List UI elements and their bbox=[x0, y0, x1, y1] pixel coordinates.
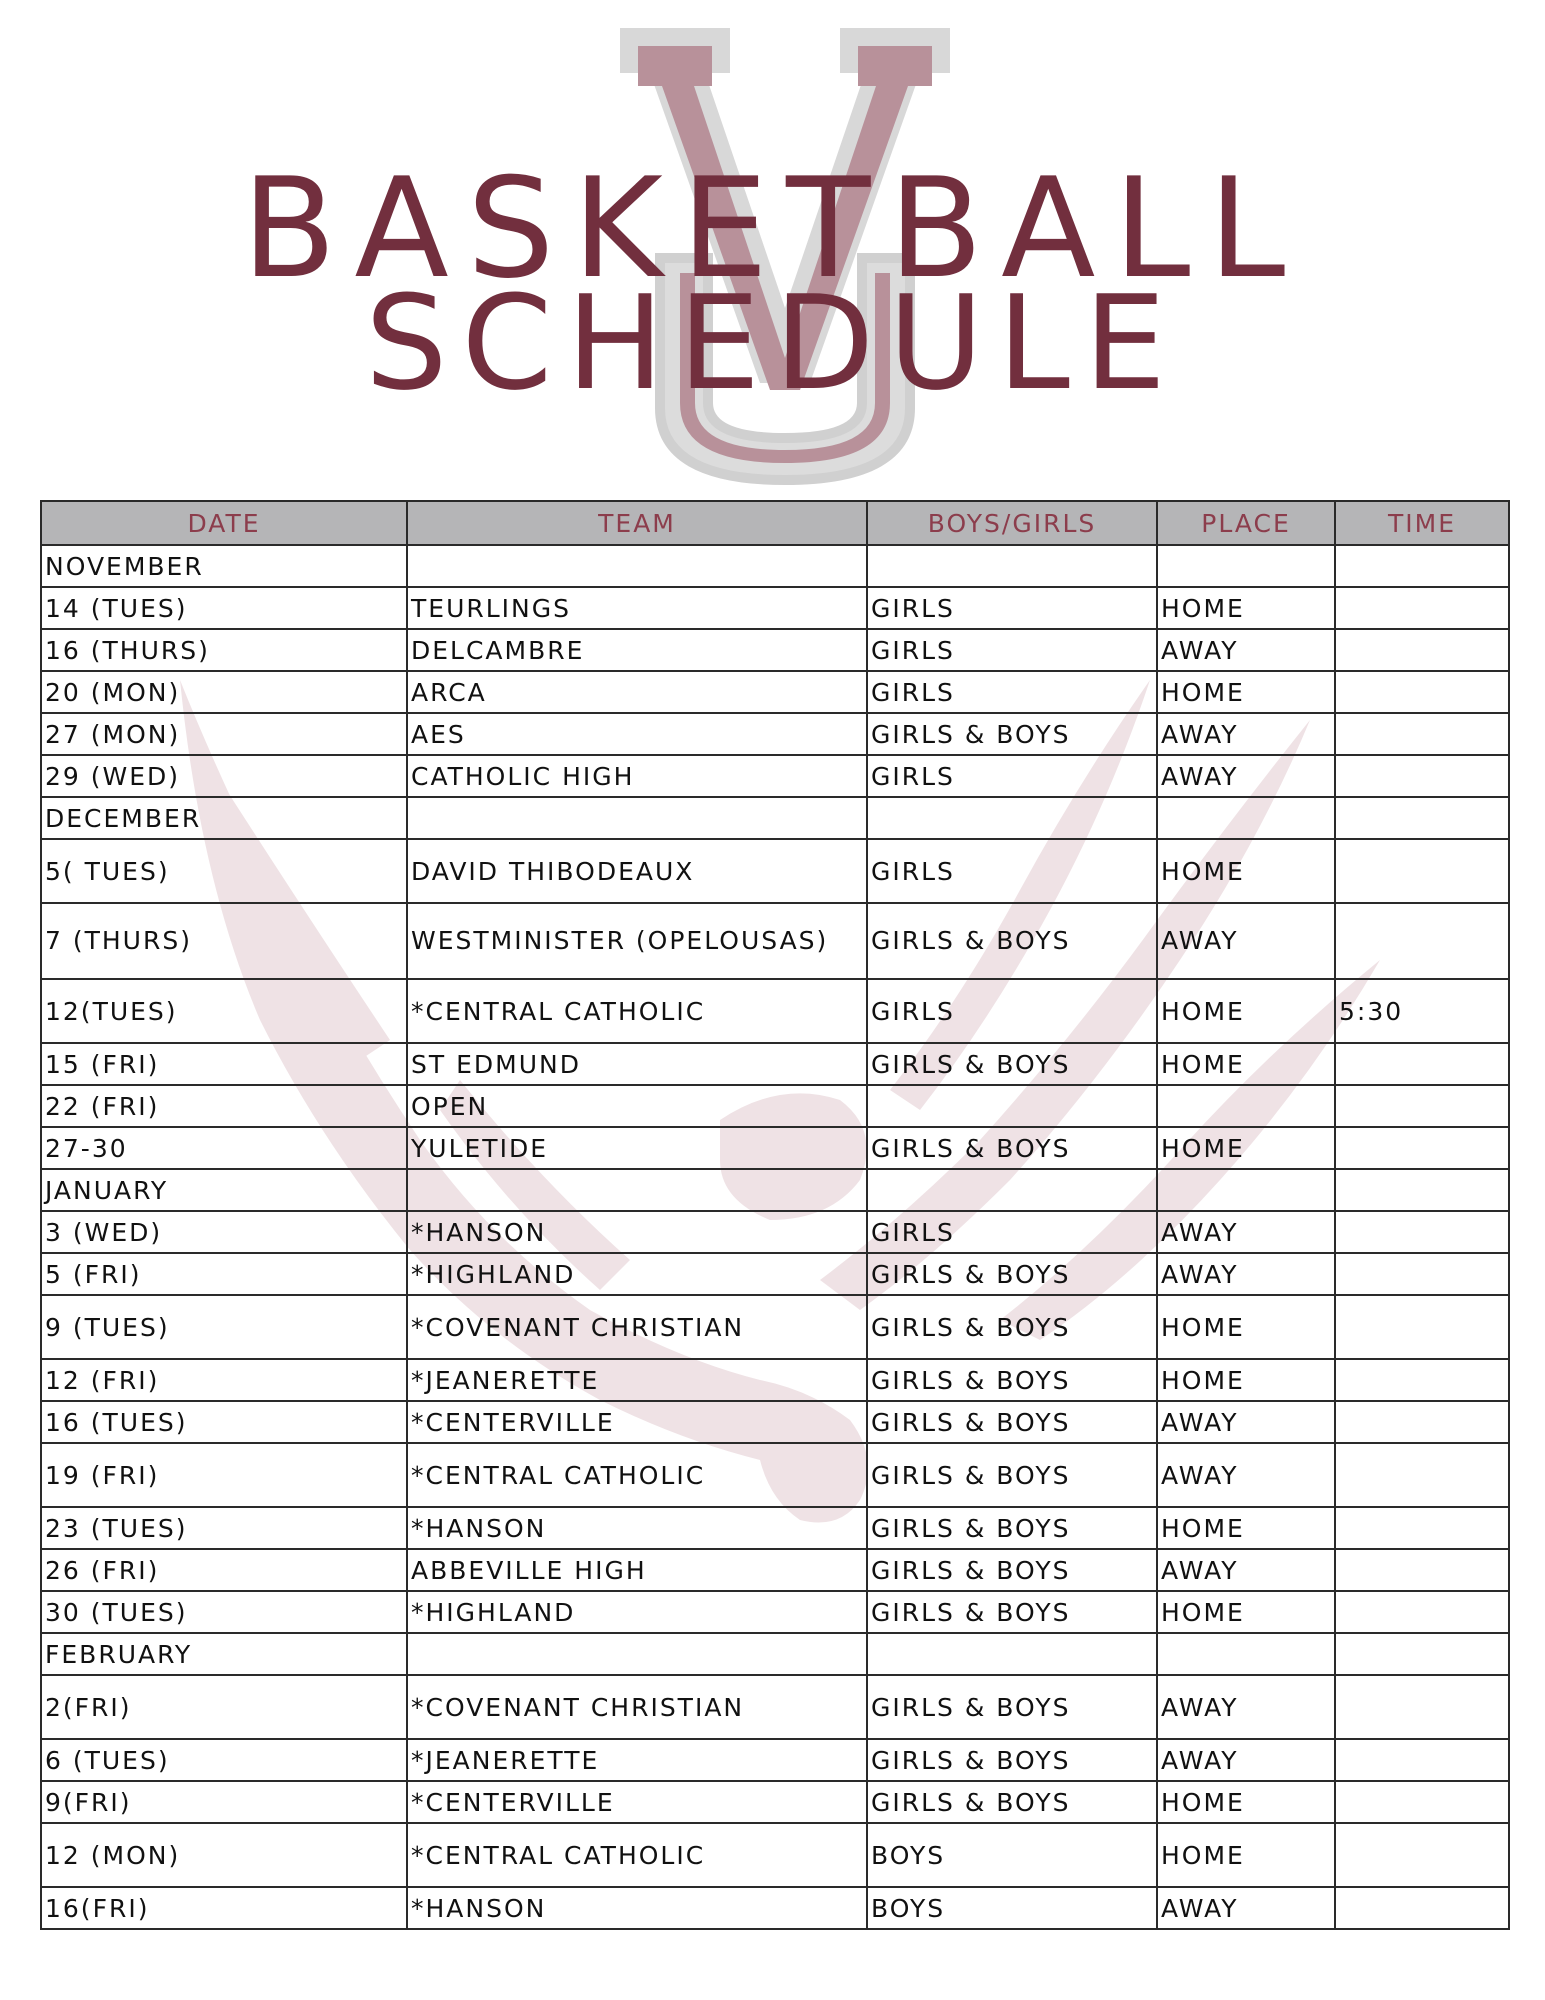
table-row bbox=[41, 1823, 1509, 1887]
cell-time bbox=[1335, 545, 1509, 587]
cell-date: 12(TUES) bbox=[41, 979, 407, 1043]
cell-time bbox=[1335, 1295, 1509, 1359]
cell-place: HOME bbox=[1157, 587, 1335, 629]
table-row bbox=[41, 839, 1509, 903]
cell-place: AWAY bbox=[1157, 1211, 1335, 1253]
cell-place bbox=[1157, 797, 1335, 839]
month-row bbox=[41, 1169, 1509, 1211]
table-row bbox=[41, 1549, 1509, 1591]
cell-date: 7 (THURS) bbox=[41, 903, 407, 979]
cell-date: NOVEMBER bbox=[41, 545, 407, 587]
cell-team: *HIGHLAND bbox=[407, 1591, 867, 1633]
table-row bbox=[41, 1127, 1509, 1169]
cell-boys-girls bbox=[867, 1085, 1157, 1127]
table-row bbox=[41, 587, 1509, 629]
cell-place: AWAY bbox=[1157, 1739, 1335, 1781]
cell-date: 15 (FRI) bbox=[41, 1043, 407, 1085]
cell-time bbox=[1335, 1887, 1509, 1929]
cell-team: ABBEVILLE HIGH bbox=[407, 1549, 867, 1591]
header-place: PLACE bbox=[1157, 501, 1335, 545]
cell-team bbox=[407, 1633, 867, 1675]
cell-team: *CENTRAL CATHOLIC bbox=[407, 1443, 867, 1507]
cell-boys-girls: GIRLS bbox=[867, 1211, 1157, 1253]
cell-boys-girls: GIRLS bbox=[867, 979, 1157, 1043]
table-row bbox=[41, 1043, 1509, 1085]
table-row bbox=[41, 1739, 1509, 1781]
cell-time bbox=[1335, 1675, 1509, 1739]
cell-date: 20 (MON) bbox=[41, 671, 407, 713]
table-row bbox=[41, 1591, 1509, 1633]
cell-date: 3 (WED) bbox=[41, 1211, 407, 1253]
table-row bbox=[41, 1359, 1509, 1401]
cell-boys-girls: GIRLS & BOYS bbox=[867, 1253, 1157, 1295]
cell-time bbox=[1335, 1443, 1509, 1507]
cell-boys-girls: GIRLS bbox=[867, 671, 1157, 713]
cell-time bbox=[1335, 587, 1509, 629]
cell-team: *JEANERETTE bbox=[407, 1739, 867, 1781]
cell-team bbox=[407, 1169, 867, 1211]
cell-team: ARCA bbox=[407, 671, 867, 713]
table-row bbox=[41, 1085, 1509, 1127]
cell-time bbox=[1335, 1823, 1509, 1887]
cell-team: *CENTRAL CATHOLIC bbox=[407, 1823, 867, 1887]
cell-time bbox=[1335, 1211, 1509, 1253]
cell-place: HOME bbox=[1157, 1127, 1335, 1169]
cell-team: *HANSON bbox=[407, 1887, 867, 1929]
cell-time bbox=[1335, 1401, 1509, 1443]
cell-boys-girls: GIRLS & BOYS bbox=[867, 1127, 1157, 1169]
cell-team: CATHOLIC HIGH bbox=[407, 755, 867, 797]
month-row bbox=[41, 545, 1509, 587]
cell-date: JANUARY bbox=[41, 1169, 407, 1211]
cell-place: HOME bbox=[1157, 671, 1335, 713]
cell-boys-girls: GIRLS & BOYS bbox=[867, 1295, 1157, 1359]
cell-team: *COVENANT CHRISTIAN bbox=[407, 1295, 867, 1359]
cell-team: *HANSON bbox=[407, 1211, 867, 1253]
header-time: TIME bbox=[1335, 501, 1509, 545]
cell-team: *COVENANT CHRISTIAN bbox=[407, 1675, 867, 1739]
table-row bbox=[41, 1887, 1509, 1929]
cell-date: 12 (MON) bbox=[41, 1823, 407, 1887]
cell-date: 14 (TUES) bbox=[41, 587, 407, 629]
cell-date: DECEMBER bbox=[41, 797, 407, 839]
cell-boys-girls: GIRLS & BOYS bbox=[867, 1359, 1157, 1401]
cell-date: 6 (TUES) bbox=[41, 1739, 407, 1781]
cell-time bbox=[1335, 903, 1509, 979]
cell-time bbox=[1335, 1507, 1509, 1549]
cell-place: HOME bbox=[1157, 1823, 1335, 1887]
cell-team: AES bbox=[407, 713, 867, 755]
cell-place: HOME bbox=[1157, 1781, 1335, 1823]
cell-place: HOME bbox=[1157, 839, 1335, 903]
cell-date: 27-30 bbox=[41, 1127, 407, 1169]
cell-place: AWAY bbox=[1157, 713, 1335, 755]
cell-time bbox=[1335, 1359, 1509, 1401]
cell-time bbox=[1335, 671, 1509, 713]
cell-time bbox=[1335, 1127, 1509, 1169]
table-row bbox=[41, 1401, 1509, 1443]
cell-boys-girls: GIRLS & BOYS bbox=[867, 1591, 1157, 1633]
header-boys-girls: BOYS/GIRLS bbox=[867, 501, 1157, 545]
cell-team: YULETIDE bbox=[407, 1127, 867, 1169]
cell-boys-girls: GIRLS & BOYS bbox=[867, 1443, 1157, 1507]
month-row bbox=[41, 797, 1509, 839]
cell-date: 5 (FRI) bbox=[41, 1253, 407, 1295]
schedule-table bbox=[40, 500, 1510, 1930]
cell-place: AWAY bbox=[1157, 1675, 1335, 1739]
table-row bbox=[41, 979, 1509, 1043]
header-row bbox=[41, 501, 1509, 545]
cell-time: 5:30 bbox=[1335, 979, 1509, 1043]
cell-team: *CENTRAL CATHOLIC bbox=[407, 979, 867, 1043]
cell-date: FEBRUARY bbox=[41, 1633, 407, 1675]
cell-place: AWAY bbox=[1157, 755, 1335, 797]
cell-team bbox=[407, 797, 867, 839]
cell-date: 16 (TUES) bbox=[41, 1401, 407, 1443]
table-row bbox=[41, 1295, 1509, 1359]
cell-boys-girls: GIRLS & BOYS bbox=[867, 903, 1157, 979]
cell-boys-girls bbox=[867, 1633, 1157, 1675]
cell-boys-girls: GIRLS bbox=[867, 839, 1157, 903]
table-row bbox=[41, 713, 1509, 755]
cell-time bbox=[1335, 1043, 1509, 1085]
cell-boys-girls: GIRLS & BOYS bbox=[867, 1043, 1157, 1085]
title-schedule: SCHEDULE bbox=[364, 267, 1180, 419]
cell-place bbox=[1157, 1633, 1335, 1675]
cell-boys-girls bbox=[867, 1169, 1157, 1211]
cell-boys-girls: BOYS bbox=[867, 1887, 1157, 1929]
cell-place: AWAY bbox=[1157, 903, 1335, 979]
cell-boys-girls: GIRLS & BOYS bbox=[867, 1739, 1157, 1781]
table-row bbox=[41, 629, 1509, 671]
cell-boys-girls: GIRLS & BOYS bbox=[867, 713, 1157, 755]
cell-place: HOME bbox=[1157, 979, 1335, 1043]
cell-time bbox=[1335, 1549, 1509, 1591]
cell-team: DAVID THIBODEAUX bbox=[407, 839, 867, 903]
cell-place: HOME bbox=[1157, 1591, 1335, 1633]
cell-boys-girls: BOYS bbox=[867, 1823, 1157, 1887]
cell-date: 19 (FRI) bbox=[41, 1443, 407, 1507]
cell-date: 9 (TUES) bbox=[41, 1295, 407, 1359]
cell-date: 26 (FRI) bbox=[41, 1549, 407, 1591]
cell-boys-girls: GIRLS & BOYS bbox=[867, 1507, 1157, 1549]
cell-date: 2(FRI) bbox=[41, 1675, 407, 1739]
cell-place: HOME bbox=[1157, 1507, 1335, 1549]
cell-team: ST EDMUND bbox=[407, 1043, 867, 1085]
cell-place: AWAY bbox=[1157, 1401, 1335, 1443]
cell-place: AWAY bbox=[1157, 1253, 1335, 1295]
cell-time bbox=[1335, 1253, 1509, 1295]
cell-place: AWAY bbox=[1157, 1549, 1335, 1591]
cell-time bbox=[1335, 1169, 1509, 1211]
cell-time bbox=[1335, 1085, 1509, 1127]
cell-place bbox=[1157, 545, 1335, 587]
cell-team bbox=[407, 545, 867, 587]
cell-boys-girls: GIRLS & BOYS bbox=[867, 1781, 1157, 1823]
table-row bbox=[41, 1253, 1509, 1295]
cell-boys-girls bbox=[867, 797, 1157, 839]
cell-date: 27 (MON) bbox=[41, 713, 407, 755]
cell-date: 5( TUES) bbox=[41, 839, 407, 903]
cell-place: HOME bbox=[1157, 1043, 1335, 1085]
cell-date: 16 (THURS) bbox=[41, 629, 407, 671]
cell-team: TEURLINGS bbox=[407, 587, 867, 629]
table-row bbox=[41, 1675, 1509, 1739]
cell-team: WESTMINISTER (OPELOUSAS) bbox=[407, 903, 867, 979]
cell-time bbox=[1335, 1633, 1509, 1675]
cell-boys-girls bbox=[867, 545, 1157, 587]
cell-time bbox=[1335, 713, 1509, 755]
cell-boys-girls: GIRLS bbox=[867, 587, 1157, 629]
month-row bbox=[41, 1633, 1509, 1675]
header-date: DATE bbox=[41, 501, 407, 545]
cell-place: AWAY bbox=[1157, 629, 1335, 671]
cell-team: OPEN bbox=[407, 1085, 867, 1127]
cell-team: DELCAMBRE bbox=[407, 629, 867, 671]
header-team: TEAM bbox=[407, 501, 867, 545]
cell-place: AWAY bbox=[1157, 1887, 1335, 1929]
cell-place: AWAY bbox=[1157, 1443, 1335, 1507]
cell-date: 29 (WED) bbox=[41, 755, 407, 797]
table-row bbox=[41, 671, 1509, 713]
cell-time bbox=[1335, 1591, 1509, 1633]
table-row bbox=[41, 903, 1509, 979]
cell-boys-girls: GIRLS bbox=[867, 629, 1157, 671]
cell-boys-girls: GIRLS & BOYS bbox=[867, 1675, 1157, 1739]
table-row bbox=[41, 1507, 1509, 1549]
cell-boys-girls: GIRLS bbox=[867, 755, 1157, 797]
cell-date: 22 (FRI) bbox=[41, 1085, 407, 1127]
cell-time bbox=[1335, 839, 1509, 903]
cell-time bbox=[1335, 797, 1509, 839]
cell-place bbox=[1157, 1169, 1335, 1211]
cell-date: 16(FRI) bbox=[41, 1887, 407, 1929]
cell-date: 30 (TUES) bbox=[41, 1591, 407, 1633]
cell-date: 12 (FRI) bbox=[41, 1359, 407, 1401]
schedule-body bbox=[41, 545, 1509, 1929]
cell-time bbox=[1335, 755, 1509, 797]
table-row bbox=[41, 1211, 1509, 1253]
cell-boys-girls: GIRLS & BOYS bbox=[867, 1549, 1157, 1591]
cell-boys-girls: GIRLS & BOYS bbox=[867, 1401, 1157, 1443]
cell-time bbox=[1335, 629, 1509, 671]
cell-team: *CENTERVILLE bbox=[407, 1401, 867, 1443]
title-basketball: BASKETBALL bbox=[241, 148, 1304, 309]
cell-date: 9(FRI) bbox=[41, 1781, 407, 1823]
table-row bbox=[41, 755, 1509, 797]
cell-team: *HANSON bbox=[407, 1507, 867, 1549]
cell-place: HOME bbox=[1157, 1295, 1335, 1359]
cell-place: HOME bbox=[1157, 1359, 1335, 1401]
cell-time bbox=[1335, 1739, 1509, 1781]
cell-place bbox=[1157, 1085, 1335, 1127]
cell-team: *CENTERVILLE bbox=[407, 1781, 867, 1823]
table-row bbox=[41, 1781, 1509, 1823]
cell-time bbox=[1335, 1781, 1509, 1823]
cell-team: *JEANERETTE bbox=[407, 1359, 867, 1401]
cell-team: *HIGHLAND bbox=[407, 1253, 867, 1295]
table-row bbox=[41, 1443, 1509, 1507]
cell-date: 23 (TUES) bbox=[41, 1507, 407, 1549]
